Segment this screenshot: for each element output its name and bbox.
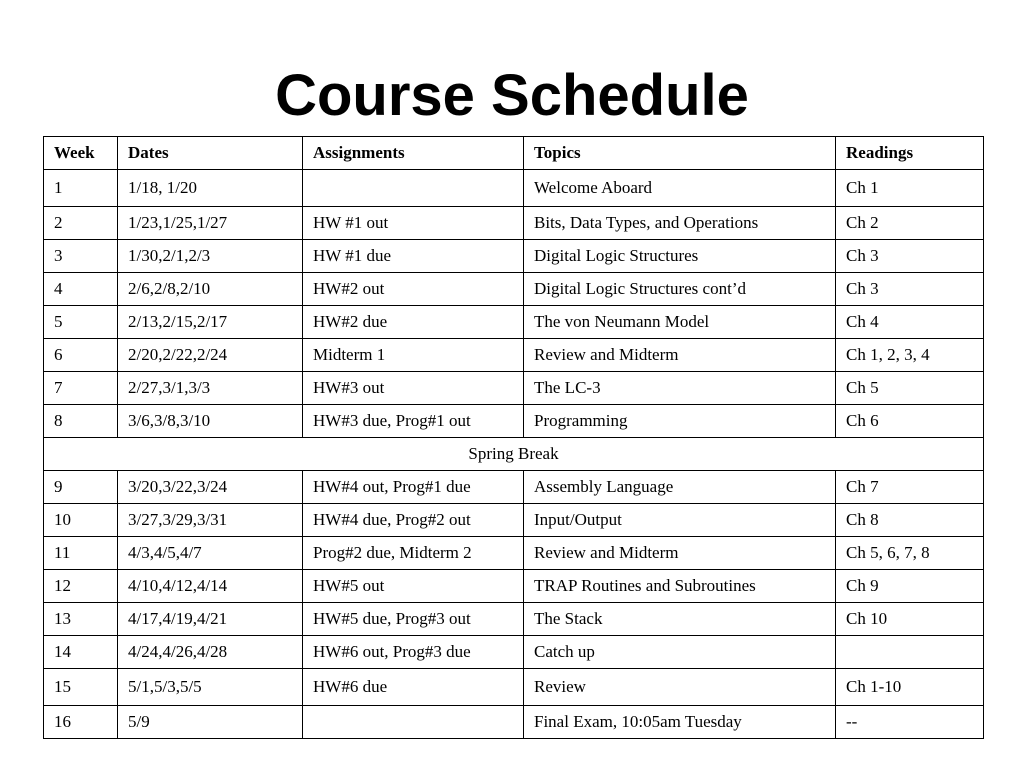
assignments-cell: HW #1 out [303,207,524,240]
table-row [44,570,984,603]
readings-cell: Ch 5, 6, 7, 8 [836,537,984,570]
table-row [44,240,984,273]
dates-cell: 4/17,4/19,4/21 [118,603,303,636]
dates-cell: 1/18, 1/20 [118,170,303,207]
readings-cell: Ch 3 [836,240,984,273]
assignments-cell: HW #1 due [303,240,524,273]
topics-cell: Review [524,669,836,706]
topics-cell: TRAP Routines and Subroutines [524,570,836,603]
header-row [44,137,984,170]
spring-break-row [44,438,984,471]
week-cell: 4 [44,273,118,306]
readings-cell: Ch 1, 2, 3, 4 [836,339,984,372]
week-cell: 2 [44,207,118,240]
assignments-cell: HW#4 due, Prog#2 out [303,504,524,537]
assignments-cell [303,170,524,207]
topics-cell: Digital Logic Structures cont’d [524,273,836,306]
readings-cell: Ch 8 [836,504,984,537]
table-row [44,306,984,339]
dates-cell: 2/20,2/22,2/24 [118,339,303,372]
readings-cell: Ch 2 [836,207,984,240]
table-row [44,273,984,306]
week-cell: 9 [44,471,118,504]
assignments-cell: HW#3 out [303,372,524,405]
readings-cell: -- [836,706,984,739]
readings-cell: Ch 1 [836,170,984,207]
table-row [44,504,984,537]
table-row [44,372,984,405]
dates-cell: 3/6,3/8,3/10 [118,405,303,438]
page-title: Course Schedule [275,63,749,128]
dates-cell: 2/27,3/1,3/3 [118,372,303,405]
week-cell: 1 [44,170,118,207]
assignments-cell: HW#2 due [303,306,524,339]
topics-cell: Welcome Aboard [524,170,836,207]
dates-cell: 4/24,4/26,4/28 [118,636,303,669]
week-cell: 8 [44,405,118,438]
readings-cell: Ch 9 [836,570,984,603]
dates-cell: 3/27,3/29,3/31 [118,504,303,537]
week-cell: 10 [44,504,118,537]
assignments-cell: HW#5 due, Prog#3 out [303,603,524,636]
week-cell: 5 [44,306,118,339]
header-topics: Topics [524,137,836,170]
dates-cell: 2/6,2/8,2/10 [118,273,303,306]
spring-break-cell: Spring Break [44,438,984,471]
table-row [44,170,984,207]
table-row [44,636,984,669]
table-row [44,471,984,504]
readings-cell [836,636,984,669]
dates-cell: 5/1,5/3,5/5 [118,669,303,706]
readings-cell: Ch 5 [836,372,984,405]
week-cell: 13 [44,603,118,636]
week-cell: 7 [44,372,118,405]
table-row [44,537,984,570]
readings-cell: Ch 10 [836,603,984,636]
readings-cell: Ch 4 [836,306,984,339]
topics-cell: The von Neumann Model [524,306,836,339]
table-row [44,669,984,706]
assignments-cell: HW#4 out, Prog#1 due [303,471,524,504]
table-row [44,603,984,636]
week-cell: 16 [44,706,118,739]
assignments-cell: Midterm 1 [303,339,524,372]
assignments-cell [303,706,524,739]
readings-cell: Ch 1-10 [836,669,984,706]
readings-cell: Ch 7 [836,471,984,504]
dates-cell: 5/9 [118,706,303,739]
schedule-table [43,136,984,739]
header-readings: Readings [836,137,984,170]
week-cell: 3 [44,240,118,273]
dates-cell: 2/13,2/15,2/17 [118,306,303,339]
dates-cell: 1/23,1/25,1/27 [118,207,303,240]
week-cell: 15 [44,669,118,706]
assignments-cell: HW#6 due [303,669,524,706]
dates-cell: 3/20,3/22,3/24 [118,471,303,504]
topics-cell: Assembly Language [524,471,836,504]
topics-cell: Bits, Data Types, and Operations [524,207,836,240]
topics-cell: Digital Logic Structures [524,240,836,273]
week-cell: 6 [44,339,118,372]
assignments-cell: Prog#2 due, Midterm 2 [303,537,524,570]
topics-cell: Review and Midterm [524,537,836,570]
assignments-cell: HW#5 out [303,570,524,603]
topics-cell: Catch up [524,636,836,669]
header-dates: Dates [118,137,303,170]
week-cell: 12 [44,570,118,603]
table-row [44,339,984,372]
topics-cell: Programming [524,405,836,438]
dates-cell: 4/3,4/5,4/7 [118,537,303,570]
readings-cell: Ch 6 [836,405,984,438]
assignments-cell: HW#2 out [303,273,524,306]
week-cell: 11 [44,537,118,570]
table-row [44,405,984,438]
header-week: Week [44,137,118,170]
topics-cell: Review and Midterm [524,339,836,372]
topics-cell: The LC-3 [524,372,836,405]
dates-cell: 4/10,4/12,4/14 [118,570,303,603]
dates-cell: 1/30,2/1,2/3 [118,240,303,273]
week-cell: 14 [44,636,118,669]
table-row [44,207,984,240]
assignments-cell: HW#6 out, Prog#3 due [303,636,524,669]
topics-cell: The Stack [524,603,836,636]
table-row [44,706,984,739]
topics-cell: Final Exam, 10:05am Tuesday [524,706,836,739]
assignments-cell: HW#3 due, Prog#1 out [303,405,524,438]
header-assignments: Assignments [303,137,524,170]
topics-cell: Input/Output [524,504,836,537]
readings-cell: Ch 3 [836,273,984,306]
